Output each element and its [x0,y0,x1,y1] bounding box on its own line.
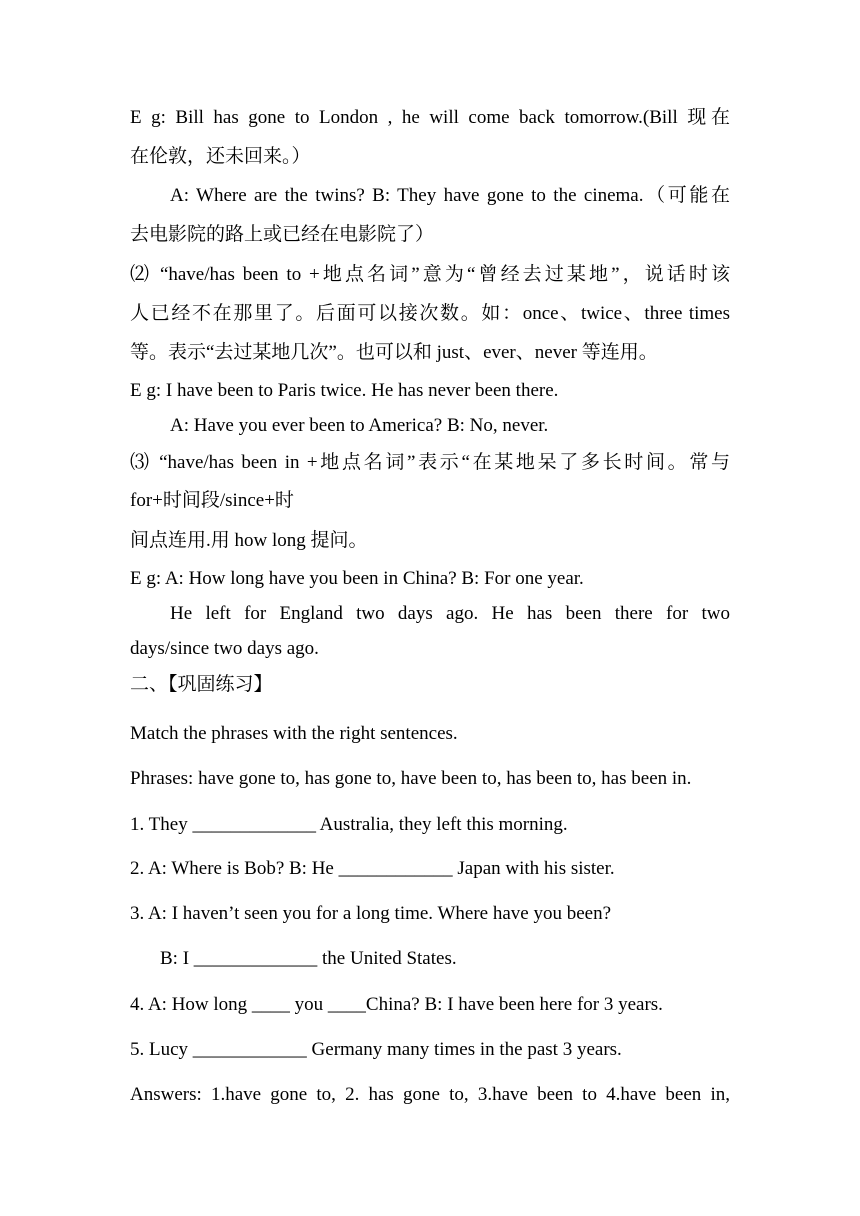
text-line-10: ⑶ “have/has been in +地点名词”表示“在某地呆了多长时间。常与 [130,452,730,473]
exercise-item-4: 4. A: How long ____ you ____China? B: I have been here for 3 years. [130,994,663,1015]
exercise-phrases: Phrases: have gone to, has gone to, have been to, has been to, has been in. [130,768,692,789]
text-line-3: A: Where are the twins? B: They have gone to the cinema.（可能在 [170,185,730,206]
text-line-4: 去电影院的路上或已经在电影院了） [130,224,435,245]
text-line-13: E g: A: How long have you been in China? B: For one year. [130,568,584,589]
text-line-1: E g: Bill has gone to London , he will come back tomorrow.(Bill 现在 [130,107,730,128]
exercise-item-5: 5. Lucy ____________ Germany many times in the past 3 years. [130,1039,622,1060]
exercise-instruction: Match the phrases with the right sentences. [130,723,458,744]
text-line-9: A: Have you ever been to America? B: No, never. [170,415,549,436]
answers-line: Answers: 1.have gone to, 2. has gone to, 3.have been to 4.have been in, [130,1084,730,1105]
exercise-item-3-b: B: I _____________ the United States. [160,948,457,969]
exercise-item-1: 1. They _____________ Australia, they left this morning. [130,814,568,835]
section-heading: 二、【巩固练习】 [130,674,273,695]
text-line-14: He left for England two days ago. He has been there for two [170,603,730,624]
text-line-12: 间点连用.用 how long 提问。 [130,530,368,551]
text-line-11: for+时间段/since+时 [130,490,294,511]
text-line-5: ⑵ “have/has been to +地点名词”意为“曾经去过某地”，说话时该 [130,264,730,285]
exercise-item-3: 3. A: I haven’t seen you for a long time. Where have you been? [130,903,612,924]
exercise-item-2: 2. A: Where is Bob? B: He ____________ Japan with his sister. [130,858,615,879]
text-line-15: days/since two days ago. [130,638,319,659]
text-line-7: 等。表示“去过某地几次”。也可以和 just、ever、never 等连用。 [130,342,658,363]
text-line-8: E g: I have been to Paris twice. He has never been there. [130,380,559,401]
text-line-6: 人已经不在那里了。后面可以接次数。如：once、twice、three times [130,303,730,324]
text-line-2: 在伦敦，还未回来。） [130,146,311,167]
